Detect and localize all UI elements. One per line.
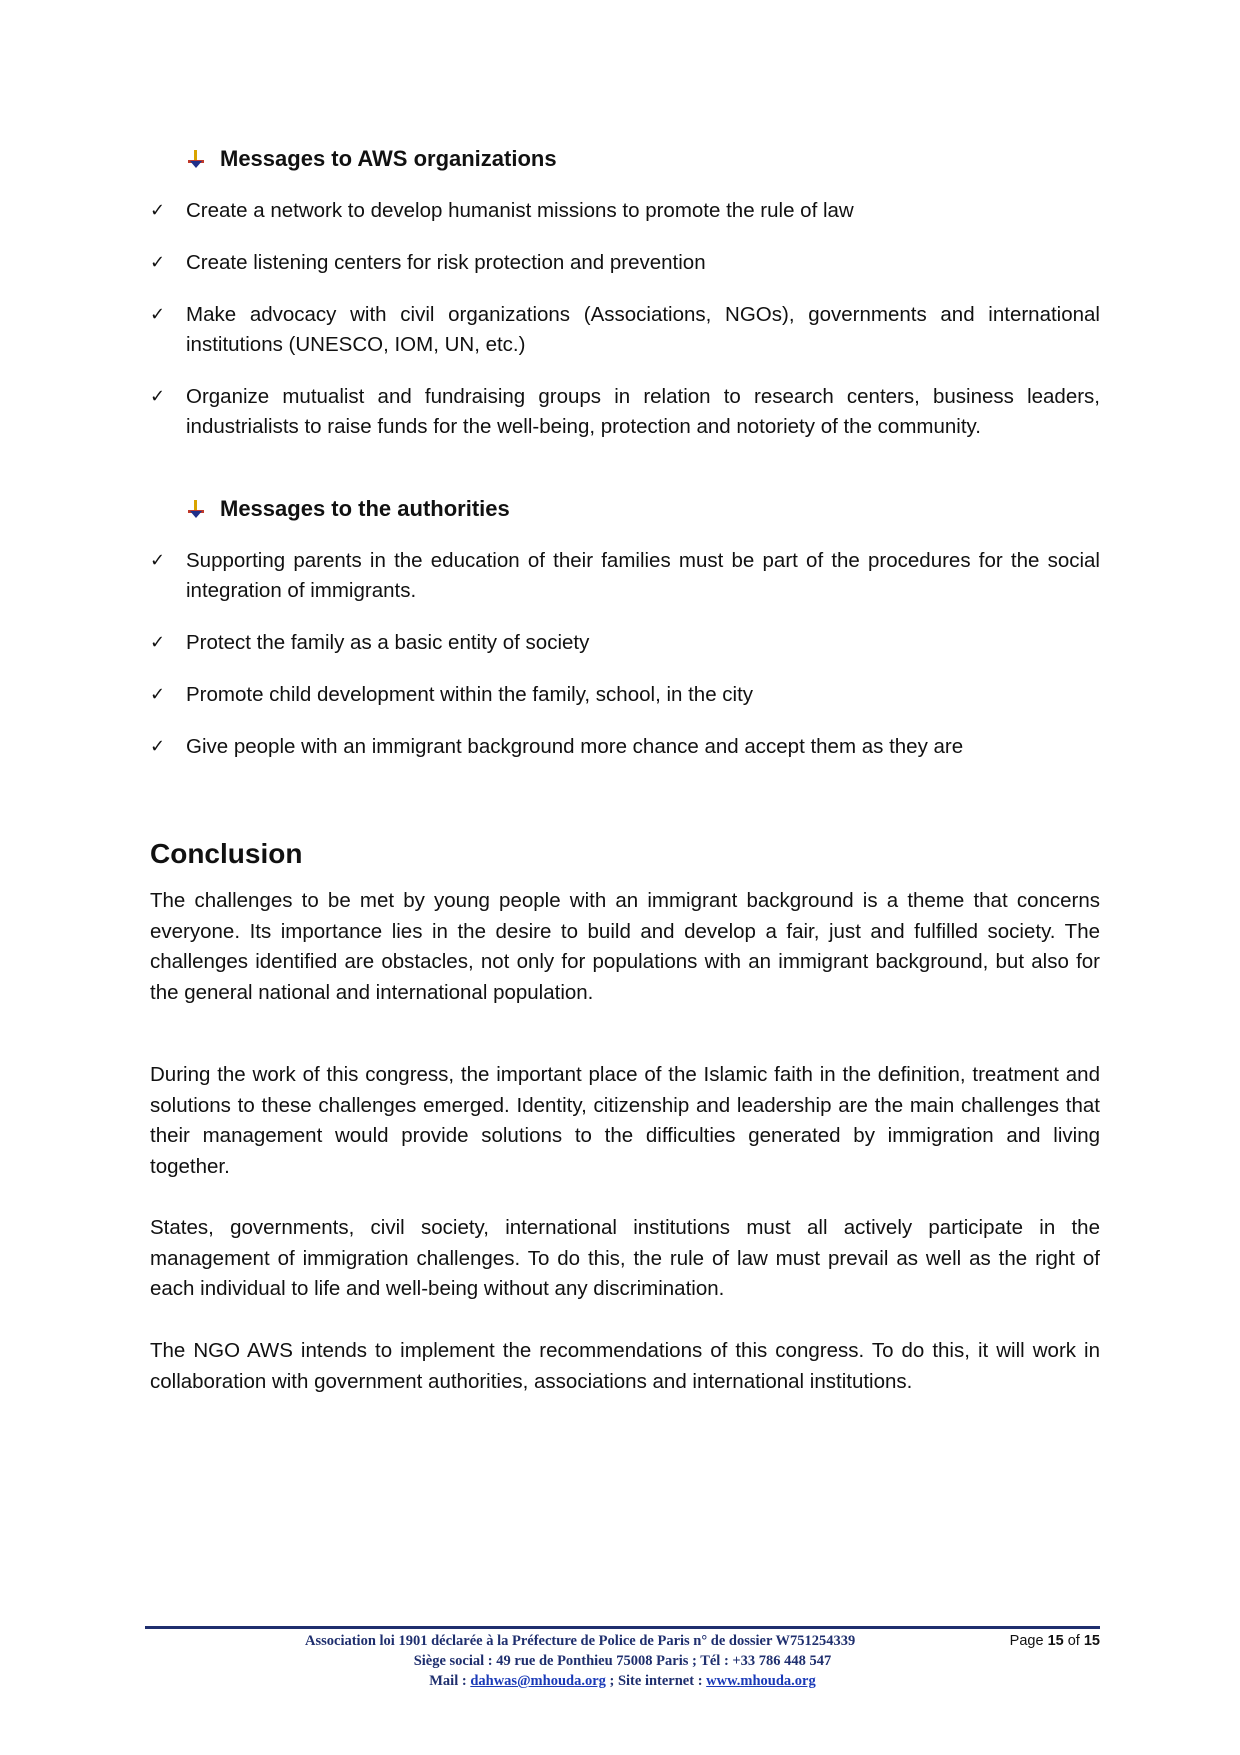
arrow-down-icon	[186, 499, 206, 519]
footer-line-address: Siège social : 49 rue de Ponthieu 75008 Paris ; Tél : +33 786 448 547	[413, 1653, 832, 1669]
list-item-text: Organize mutualist and fundraising groups in relation to research centers, business leaders, industrialists to raise funds for the well-being, protection and notoriety of the community.	[186, 385, 1100, 438]
checkmark-icon: ✓	[150, 632, 166, 653]
list-item	[150, 732, 1100, 762]
list-item-text: Create listening centers for risk protection and prevention	[186, 251, 706, 274]
page-number: Page 15 of 15	[1009, 1633, 1100, 1649]
checkmark-icon: ✓	[150, 550, 166, 571]
authorities-message-list	[150, 546, 1100, 784]
list-item-text: Create a network to develop humanist missions to promote the rule of law	[186, 199, 854, 222]
list-item-text: Promote child development within the family, school, in the city	[186, 683, 754, 706]
page-footer	[145, 1631, 1100, 1691]
checkmark-icon: ✓	[150, 252, 166, 273]
section-heading-aws	[186, 146, 557, 172]
list-item	[150, 248, 1100, 278]
footer-line-contact: Mail : dahwas@mhouda.org ; Site internet : www.mhouda.org	[429, 1673, 816, 1689]
footer-registration-text: Association loi 1901 déclarée à la Préfecture de Police de Paris n° de dossier W751254339	[305, 1633, 856, 1649]
footer-line-registration	[145, 1631, 1100, 1651]
checkmark-icon: ✓	[150, 684, 166, 705]
list-item	[150, 382, 1100, 442]
conclusion-heading: Conclusion	[150, 838, 303, 869]
checkmark-icon: ✓	[150, 386, 166, 407]
section-title: Messages to the authorities	[220, 496, 510, 521]
email-link[interactable]: dahwas@mhouda.org	[470, 1673, 606, 1689]
list-item	[150, 300, 1100, 360]
conclusion-paragraph: States, governments, civil society, international institutions must all actively participate in the management of immigration challenges. To do this, the rule of law must prevail as well as the right of each individual to life and well-being without any discrimination.	[150, 1216, 1100, 1300]
aws-message-list	[150, 196, 1100, 464]
conclusion-paragraph: The challenges to be met by young people with an immigrant background is a theme that concerns everyone. Its importance lies in the desire to build and develop a fair, just and fulfilled society. The challenges identified are obstacles, not only for populations with an immigrant background, but also for the general national and international population.	[150, 889, 1100, 1004]
checkmark-icon: ✓	[150, 304, 166, 325]
list-item-text: Make advocacy with civil organizations (Associations, NGOs), governments and international institutions (UNESCO, IOM, UN, etc.)	[186, 303, 1100, 356]
list-item-text: Protect the family as a basic entity of society	[186, 631, 590, 654]
section-heading-authorities	[186, 496, 510, 522]
list-item-text: Supporting parents in the education of their families must be part of the procedures for the social integration of immigrants.	[186, 549, 1100, 602]
list-item	[150, 680, 1100, 710]
list-item	[150, 628, 1100, 658]
arrow-down-icon	[186, 149, 206, 169]
section-title: Messages to AWS organizations	[220, 146, 557, 171]
website-link[interactable]: www.mhouda.org	[706, 1673, 816, 1689]
conclusion-paragraph: During the work of this congress, the important place of the Islamic faith in the definition, treatment and solutions to these challenges emerged. Identity, citizenship and leadership are the main challenges that their management would provide solutions to the difficulties generated by immigration and living together.	[150, 1063, 1100, 1178]
list-item-text: Give people with an immigrant background more chance and accept them as they are	[186, 735, 964, 758]
checkmark-icon: ✓	[150, 736, 166, 757]
conclusion-paragraph: The NGO AWS intends to implement the recommendations of this congress. To do this, it will work in collaboration with government authorities, associations and international institutions.	[150, 1339, 1100, 1393]
checkmark-icon: ✓	[150, 200, 166, 221]
footer-divider	[145, 1626, 1100, 1629]
list-item	[150, 546, 1100, 606]
list-item	[150, 196, 1100, 226]
